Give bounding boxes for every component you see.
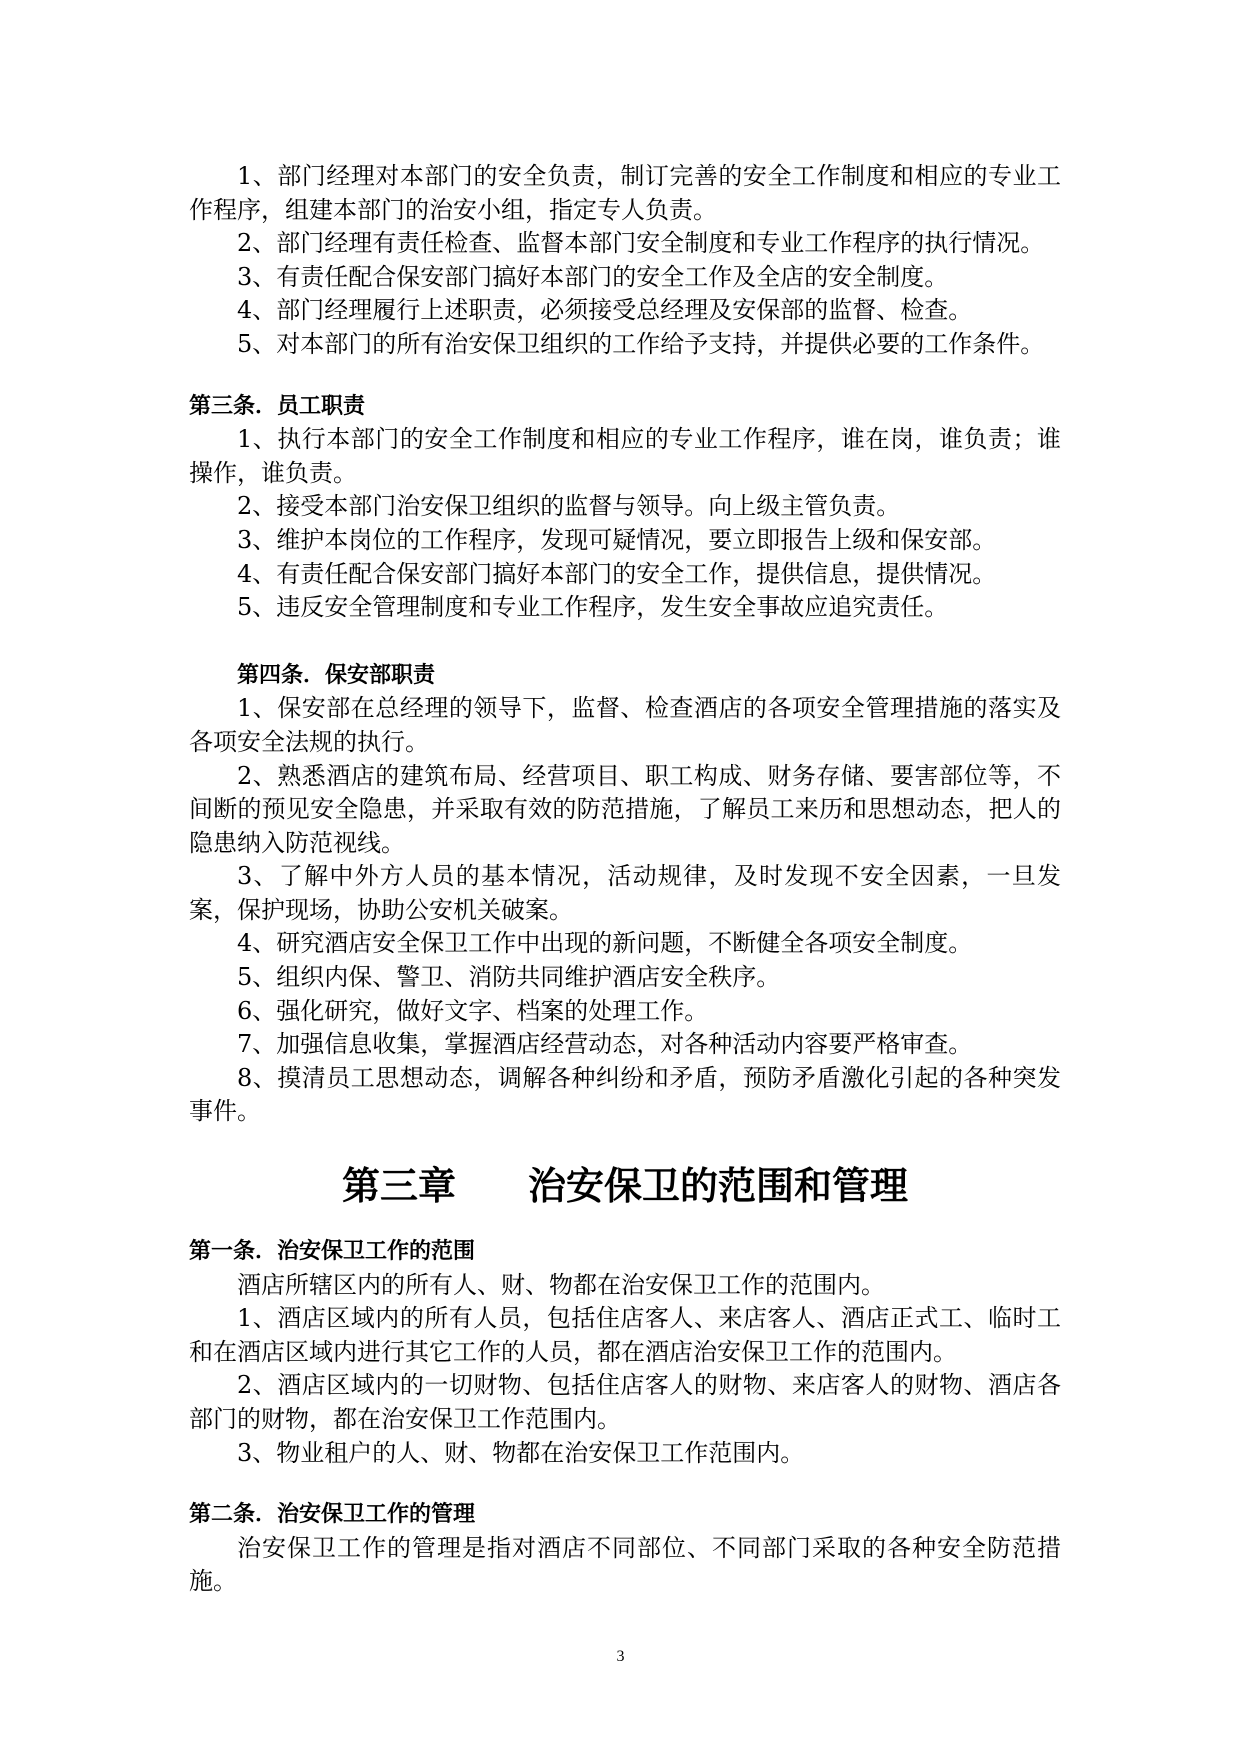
staff-item-4: 4、有责任配合保安部门搞好本部门的安全工作，提供信息，提供情况。 [237,559,997,588]
dept-manager-item-1: 1、部门经理对本部门的安全负责，制订完善的安全工作制度和相应的专业工作程序，组建本部门的治安小组，指定专人负责。 [189,162,1061,224]
security-item-8: 8、摸清员工思想动态，调解各种纠纷和矛盾，预防矛盾激化引起的各种突发事件。 [189,1063,1061,1126]
security-dept-section [189,659,1061,1129]
chapter-name: 治安保卫的范围和管理 [528,1164,909,1209]
dept-manager-item-3: 3、有责任配合保安部门搞好本部门的安全工作及全店的安全制度。 [237,262,949,291]
security-item-1: 1、保安部在总经理的领导下，监督、检查酒店的各项安全管理措施的落实及各项安全法规的执行。 [189,694,1061,756]
security-dept-heading: 第四条．保安部职责 [237,662,436,688]
staff-section [189,390,1061,625]
document-page [189,160,1061,1599]
dept-manager-item-5: 5、对本部门的所有治安保卫组织的工作给予支持，并提供必要的工作条件。 [237,329,1045,358]
scope-item-1: 1、酒店区域内的所有人员，包括住店客人、来店客人、酒店正式工、临时工和在酒店区域内进行其它工作的人员，都在酒店治安保卫工作的范围内。 [189,1304,1061,1366]
dept-manager-section [189,160,1061,362]
security-item-5: 5、组织内保、警卫、消防共同维护酒店安全秩序。 [237,963,781,992]
staff-item-3: 3、维护本岗位的工作程序，发现可疑情况，要立即报告上级和保安部。 [237,525,997,554]
chapter-number: 第三章 [341,1164,456,1209]
scope-section [189,1235,1061,1470]
dept-manager-item-2: 2、部门经理有责任检查、监督本部门安全制度和专业工作程序的执行情况。 [237,229,1045,258]
security-item-6: 6、强化研究，做好文字、档案的处理工作。 [237,996,709,1025]
staff-item-2: 2、接受本部门治安保卫组织的监督与领导。向上级主管负责。 [237,492,901,521]
security-item-3: 3、了解中外方人员的基本情况，活动规律，及时发现不安全因素，一旦发案，保护现场，协助公安机关破案。 [189,862,1061,924]
management-section [189,1498,1061,1599]
dept-manager-item-4: 4、部门经理履行上述职责，必须接受总经理及安保部的监督、检查。 [237,296,973,325]
chapter-title [189,1161,1061,1211]
security-item-7: 7、加强信息收集，掌握酒店经营动态，对各种活动内容要严格审查。 [237,1030,973,1059]
management-heading: 第二条．治安保卫工作的管理 [189,1502,476,1528]
management-text: 治安保卫工作的管理是指对酒店不同部位、不同部门采取的各种安全防范措施。 [189,1533,1061,1596]
scope-item-2: 2、酒店区域内的一切财物、包括住店客人的财物、来店客人的财物、酒店各部门的财物，都在治安保卫工作范围内。 [189,1371,1061,1433]
security-item-2: 2、熟悉酒店的建筑布局、经营项目、职工构成、财务存储、要害部位等，不间断的预见安全隐患，并采取有效的防范措施，了解员工来历和思想动态，把人的隐患纳入防范视线。 [189,761,1061,857]
scope-intro: 酒店所辖区内的所有人、财、物都在治安保卫工作的范围内。 [237,1270,885,1299]
staff-item-1: 1、执行本部门的安全工作制度和相应的专业工作程序，谁在岗，谁负责；谁操作，谁负责。 [189,425,1061,487]
page-number: 3 [616,1648,625,1665]
security-item-4: 4、研究酒店安全保卫工作中出现的新问题，不断健全各项安全制度。 [237,929,973,958]
staff-item-5: 5、违反安全管理制度和专业工作程序，发生安全事故应追究责任。 [237,593,949,622]
scope-heading: 第一条．治安保卫工作的范围 [189,1239,476,1265]
scope-item-3: 3、物业租户的人、财、物都在治安保卫工作范围内。 [237,1438,805,1467]
staff-heading: 第三条．员工职责 [189,393,366,419]
